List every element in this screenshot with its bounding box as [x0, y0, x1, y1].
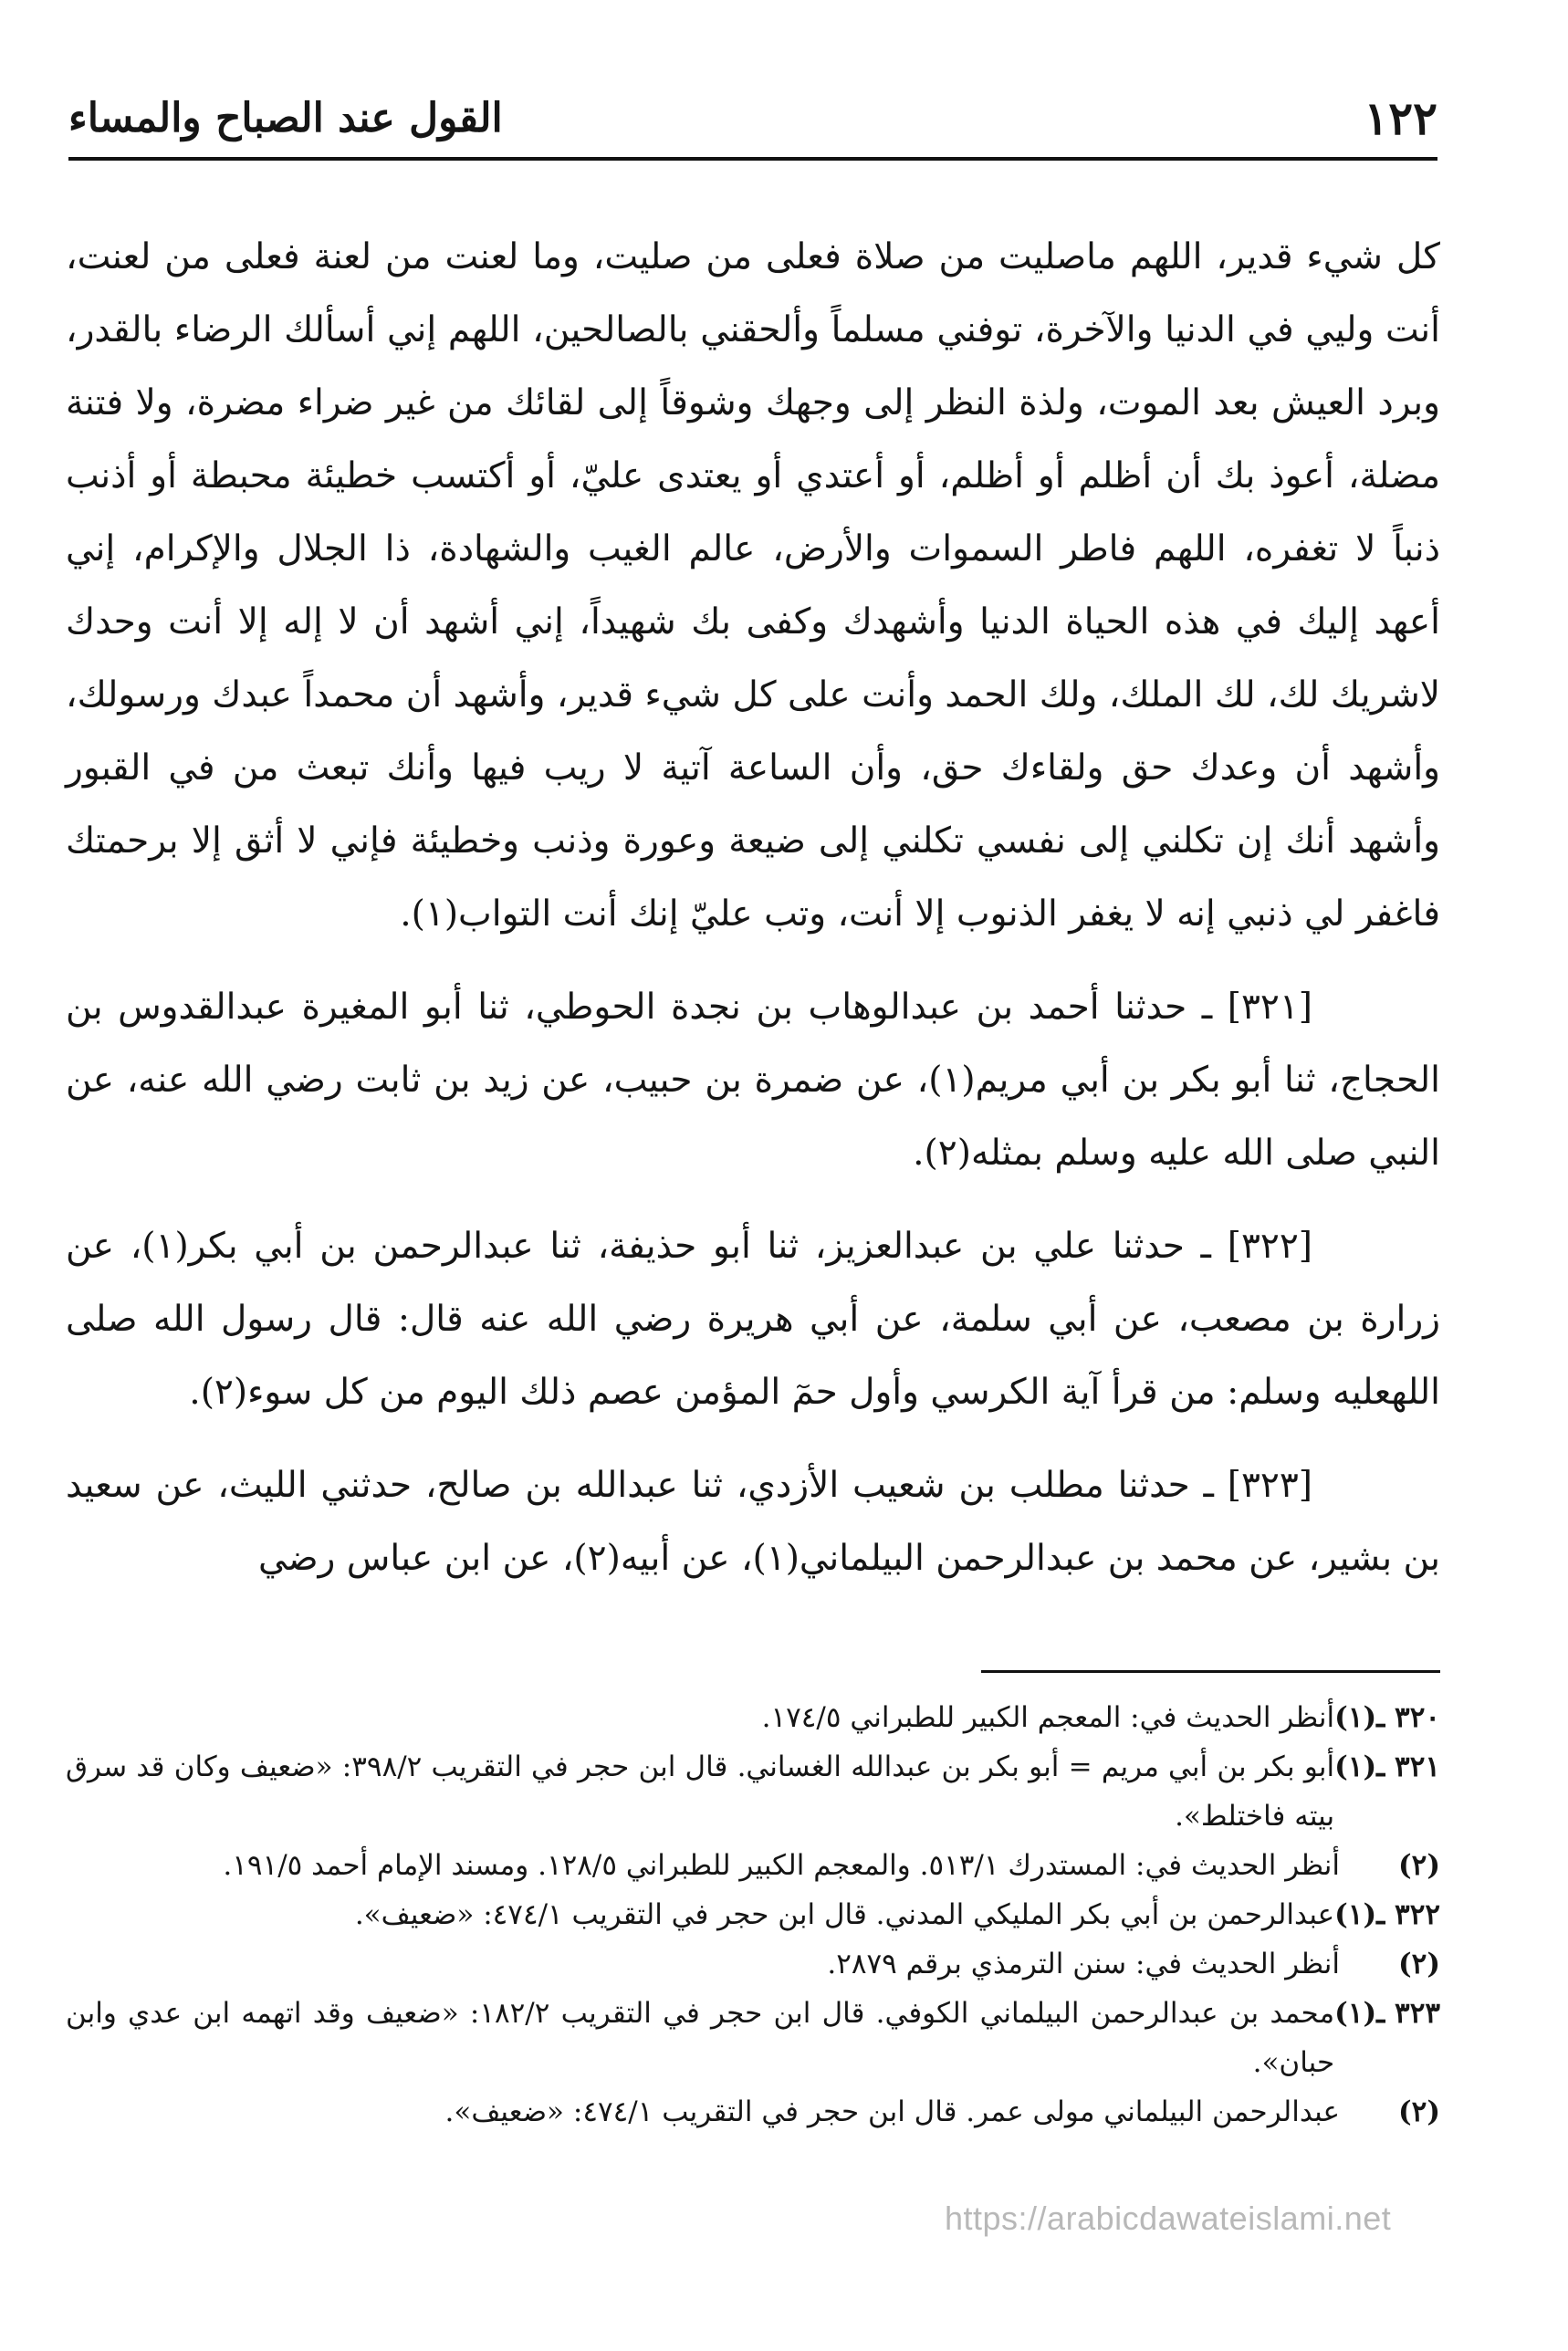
footnote-item [66, 1841, 1440, 1890]
footnote-text: أنظر الحديث في: المستدرك ٥١٣/١. والمعجم الكبير للطبراني ١٢٨/٥. ومسند الإمام أحمد ١٩١/٥. [223, 1849, 1340, 1882]
footnote-item [66, 1989, 1440, 2087]
footnote-text: محمد بن عبدالرحمن البيلماني الكوفي. قال ابن حجر في التقريب ١٨٢/٢: «ضعيف وقد اتهمه ابن عدي وابن حبان». [66, 1997, 1335, 2079]
footnote-item [66, 2087, 1440, 2137]
footnote-item [66, 1890, 1440, 1939]
footnote-text: عبدالرحمن البيلماني مولى عمر. قال ابن حجر في التقريب ٤٧٤/١: «ضعيف». [444, 2095, 1340, 2128]
footnote-item [66, 1693, 1440, 1742]
footnotes [66, 1693, 1440, 2137]
footnote-label: ٣٢٢ ـ(١) [1334, 1898, 1440, 1931]
footnote-label: (٢) [1398, 2095, 1440, 2128]
footnote-text: أنظر الحديث في: سنن الترمذي برقم ٢٨٧٩. [827, 1948, 1340, 1980]
footnote-rule [981, 1670, 1440, 1673]
footnote-label: (٢) [1398, 1849, 1440, 1882]
watermark-url: https://arabicdawateislami.net [945, 2199, 1392, 2237]
footnote-text: أبو بكر بن أبي مريم = أبو بكر بن عبدالله الغساني. قال ابن حجر في التقريب ٣٩٨/٢: «ضعيف وكان قد سرق بيته فاختلط». [66, 1750, 1335, 1833]
footnote-text: عبدالرحمن بن أبي بكر المليكي المدني. قال ابن حجر في التقريب ٤٧٤/١: «ضعيف». [354, 1898, 1335, 1931]
footnote-item [66, 1742, 1440, 1841]
page-header [68, 87, 1437, 160]
page-number: ١٢٢ [1364, 91, 1437, 145]
header-rule [68, 157, 1437, 161]
hadith-322: [٣٢٢] ـ حدثنا علي بن عبدالعزيز، ثنا أبو حذيفة، ثنا عبدالرحمن بن أبي بكر(١)، عن زرارة بن مصعب، عن أبي سلمة، عن أبي هريرة رضي الله عنه قال: قال رسول الله صلى اللهعليه وسلم: من قرأ آية الكرسي وأول حمٓ المؤمن عصم ذلك اليوم من كل سوء(٢). [66, 1226, 1440, 1413]
footnote-item [66, 1939, 1440, 1989]
footnote-label: ٣٢١ ـ(١) [1334, 1750, 1440, 1783]
footnote-text: أنظر الحديث في: المعجم الكبير للطبراني ١٧٤/٥. [761, 1701, 1335, 1734]
footnote-label: ٣٢٠ ـ(١) [1334, 1701, 1440, 1734]
paragraph-continuation: كل شيء قدير، اللهم ماصليت من صلاة فعلى من صليت، وما لعنت من لعنة فعلى من لعنت، أنت وليي في الدنيا والآخرة، توفني مسلماً وألحقني بالصالحين، اللهم إني أسألك الرضاء بالقدر، وبرد العيش بعد الموت، ولذة النظر إلى وجهك وشوقاً إلى لقائك من غير ضراء مضرة، ولا فتنة مضلة، أعوذ بك أن أظلم أو أظلم، أو أعتدي أو يعتدى عليّ، أو أكتسب خطيئة محبطة أو أذنب ذنباً لا تغفره، اللهم فاطر السموات والأرض، عالم الغيب والشهادة، ذا الجلال والإكرام، إني أعهد إليك في هذه الحياة الدنيا وأشهدك وكفى بك شهيداً، إني أشهد أن لا إله إلا أنت وحدك لاشريك لك، لك الملك، ولك الحمد وأنت على كل شيء قدير، وأشهد أن محمداً عبدك ورسولك، وأشهد أن وعدك حق ولقاءك حق، وأن الساعة آتية لا ريب فيها وأنك تبعث من في القبور وأشهد أنك إن تكلني إلى نفسي تكلني إلى ضيعة وعورة وذنب وخطيئة فإني لا أثق إلا برحمتك فاغفر لي ذنبي إنه لا يغفر الذنوب إلا أنت، وتب عليّ إنك أنت التواب(١). [66, 236, 1440, 935]
main-text [66, 221, 1440, 1615]
hadith-321: [٣٢١] ـ حدثنا أحمد بن عبدالوهاب بن نجدة الحوطي، ثنا أبو المغيرة عبدالقدوس بن الحجاج، ثنا أبو بكر بن أبي مريم(١)، عن ضمرة بن حبيب، عن زيد بن ثابت رضي الله عنه، عن النبي صلى الله عليه وسلم بمثله(٢). [66, 987, 1441, 1174]
hadith-323: [٣٢٣] ـ حدثنا مطلب بن شعيب الأزدي، ثنا عبدالله بن صالح، حدثني الليث، عن سعيد بن بشير، عن محمد بن عبدالرحمن البيلماني(١)، عن أبيه(٢)، عن ابن عباس رضي [66, 1465, 1440, 1579]
footnote-label: ٣٢٣ ـ(١) [1334, 1997, 1440, 2030]
running-title: القول عند الصباح والمساء [68, 95, 503, 141]
footnote-label: (٢) [1398, 1948, 1440, 1980]
